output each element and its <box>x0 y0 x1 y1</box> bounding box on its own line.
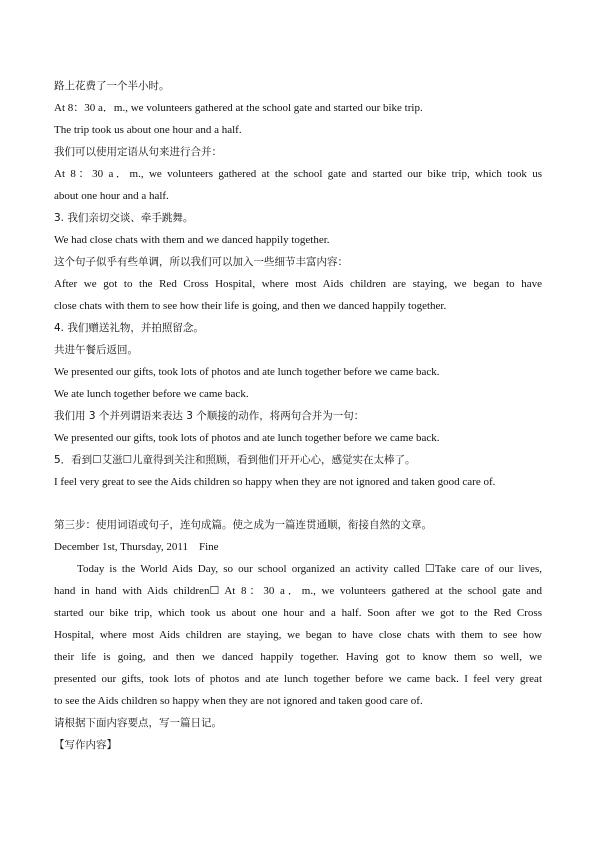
text-line: After we got to the Red Cross Hospital, where most Aids children are staying, we began to have <box>54 278 542 290</box>
text-line: 路上花费了一个半小时。 <box>54 80 170 92</box>
text-line: At 8：30 a．m., we volunteers gathered at the school gate and started our bike trip. <box>54 102 423 114</box>
text-line: We ate lunch together before we came back. <box>54 388 249 400</box>
text-line: 我们可以使用定语从句来进行合并： <box>54 146 222 158</box>
section-label: 【写作内容】 <box>54 739 117 751</box>
diary-line: to see the Aids children so happy when they are not ignored and taken good care of. <box>54 695 423 707</box>
text-line: about one hour and a half. <box>54 190 169 202</box>
diary-line: their life is going, and then we danced happily together. Having got to know them so well, we <box>54 651 542 663</box>
text-line: We had close chats with them and we danced happily together. <box>54 234 330 246</box>
numbered-heading: 5．看到☐艾滋☐儿童得到关注和照顾，看到他们开开心心，感觉实在太棒了。 <box>54 454 416 466</box>
numbered-heading: 4. 我们赠送礼物，并拍照留念。 <box>54 322 204 334</box>
diary-line: Hospital, where most Aids children are staying, we began to have close chats with them to see how <box>54 629 542 641</box>
diary-line: presented our gifts, took lots of photos and ate lunch together before we came back. I feel very great <box>54 673 542 685</box>
text-line: I feel very great to see the Aids children so happy when they are not ignored and taken good care of. <box>54 476 496 488</box>
diary-line: Today is the World Aids Day, so our school organized an activity called ☐Take care of our lives, <box>77 563 542 575</box>
text-line: We presented our gifts, took lots of photos and ate lunch together before we came back. <box>54 366 440 378</box>
text-line: We presented our gifts, took lots of photos and ate lunch together before we came back. <box>54 432 440 444</box>
numbered-heading: 3. 我们亲切交谈、牵手跳舞。 <box>54 212 194 224</box>
text-line: close chats with them to see how their life is going, and then we danced happily together. <box>54 300 447 312</box>
diary-date: December 1st, Thursday, 2011 Fine <box>54 541 219 553</box>
step-heading: 第三步：使用词语或句子，连句成篇。使之成为一篇连贯通顺，衔接自然的文章。 <box>54 519 432 531</box>
text-line: At 8：30 a．m., we volunteers gathered at the school gate and started our bike trip, which took us <box>54 168 542 180</box>
diary-line: started our bike trip, which took us about one hour and a half. Soon after we got to the Red Cross <box>54 607 542 619</box>
text-line: 这个句子似乎有些单调，所以我们可以加入一些细节丰富内容： <box>54 256 348 268</box>
instruction-line: 请根据下面内容要点，写一篇日记。 <box>54 717 222 729</box>
text-line: 共进午餐后返回。 <box>54 344 138 356</box>
text-line: The trip took us about one hour and a half. <box>54 124 242 136</box>
diary-line: hand in hand with Aids children☐ At 8：30 a．m., we volunteers gathered at the school gate and <box>54 585 542 597</box>
text-line: 我们用 3 个并列谓语来表达 3 个顺接的动作，将两句合并为一句： <box>54 410 365 422</box>
